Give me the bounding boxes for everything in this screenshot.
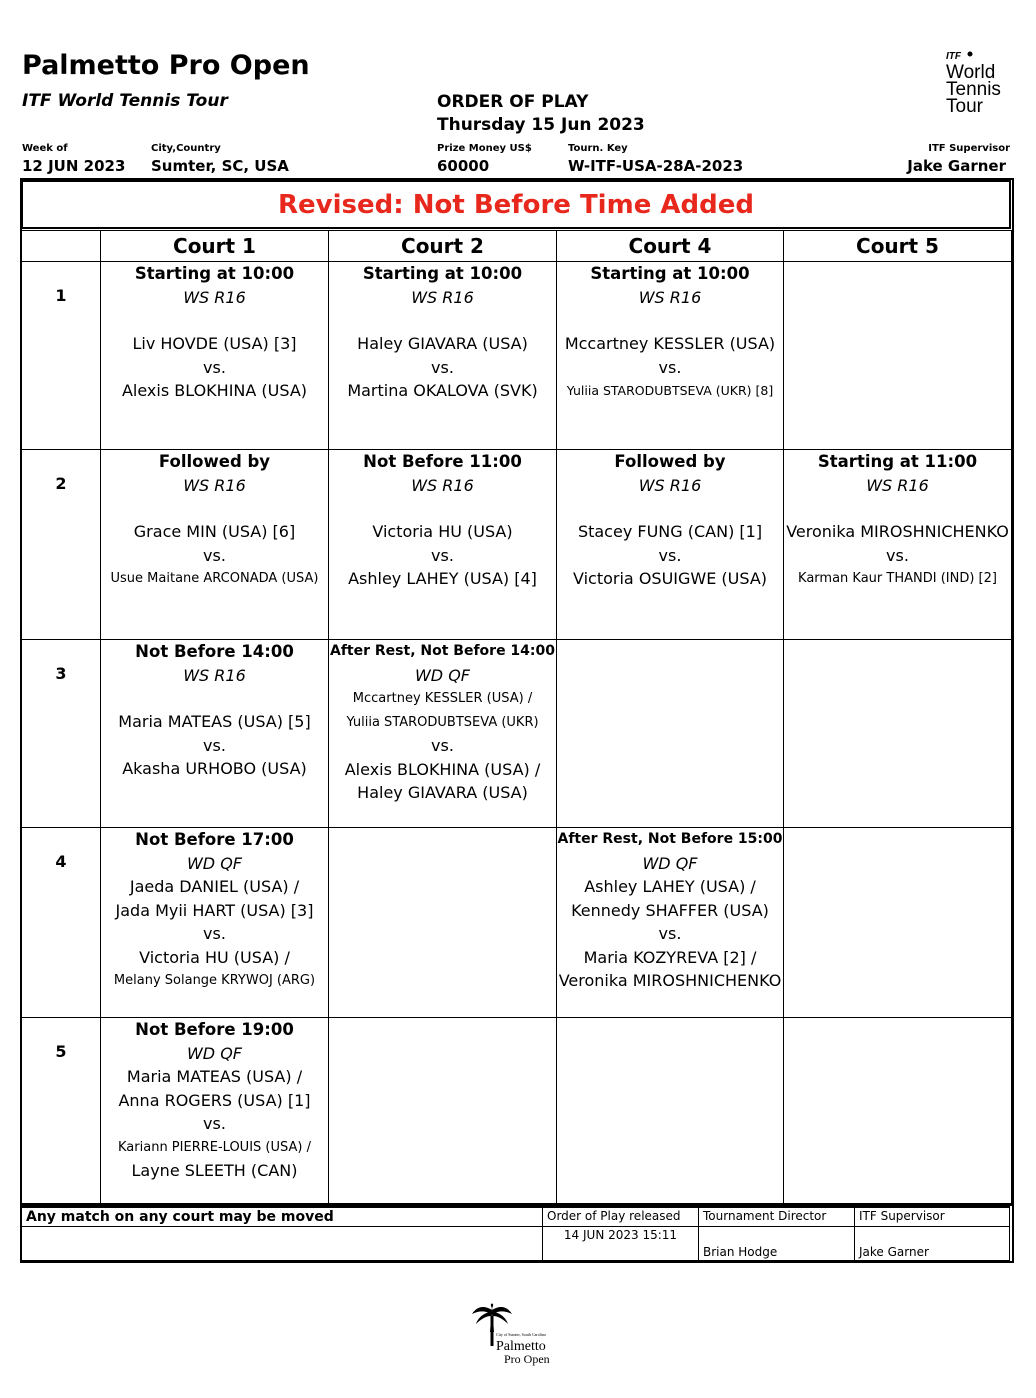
director-label: Tournament Director (699, 1207, 855, 1227)
tourn-key-value: W-ITF-USA-28A-2023 (568, 157, 744, 175)
player-line: Veronika MIROSHNICHENKO (786, 522, 1009, 541)
player-line: Victoria OSUIGWE (USA) (573, 569, 767, 588)
versus-label: vs. (431, 736, 454, 755)
player-line: Jada Myii HART (USA) [3] (115, 900, 314, 920)
match-row (22, 1018, 1012, 1205)
court-header-row (22, 231, 1012, 262)
corner-cell (22, 231, 101, 262)
revised-banner: Revised: Not Before Time Added (21, 180, 1011, 229)
week-label: Week of (22, 143, 68, 154)
match-cell (101, 640, 329, 828)
start-time: After Rest, Not Before 14:00 (330, 643, 555, 659)
player-line: Usue Maitane ARCONADA (USA) (110, 571, 319, 586)
match-cell (557, 262, 784, 450)
prize-label: Prize Money US$ (437, 143, 532, 154)
player-line: Alexis BLOKHINA (USA) / (344, 759, 541, 779)
footer-table (21, 1205, 1010, 1261)
event-round: WD QF (414, 665, 471, 685)
player-line: Mccartney KESSLER (USA) / (352, 691, 533, 706)
versus-label: vs. (658, 357, 682, 377)
order-of-play-label: ORDER OF PLAY (437, 92, 589, 112)
released-value: 14 JUN 2023 15:11 (543, 1227, 699, 1261)
player-line: Liv HOVDE (USA) [3] (132, 334, 297, 353)
city-label: City,Country (151, 143, 221, 154)
footer-supervisor-value: Jake Garner (855, 1227, 1010, 1261)
row-number: 1 (22, 262, 101, 450)
event-round: WD QF (186, 1043, 243, 1063)
event-round: WS R16 (183, 665, 246, 685)
spacer (329, 497, 556, 520)
player-line: Yuliia STARODUBTSEVA (UKR) [8] (566, 383, 774, 398)
start-time: Starting at 10:00 (590, 264, 750, 283)
match-row (22, 828, 1012, 1018)
start-time: Starting at 11:00 (817, 452, 978, 471)
event-round: WS R16 (411, 475, 474, 495)
empty-cell (784, 1018, 1012, 1205)
event-round: WS R16 (638, 287, 702, 307)
court-header: Court 1 (101, 231, 329, 262)
start-time: Starting at 10:00 (134, 264, 295, 283)
event-round: WD QF (642, 853, 698, 873)
start-time: Not Before 14:00 (135, 642, 294, 661)
match-cell (784, 450, 1012, 640)
spacer (784, 497, 1011, 520)
tour-name: ITF World Tennis Tour (22, 91, 228, 111)
logo-pro-open: Pro Open (504, 1352, 550, 1366)
logo-line-4: Tour (946, 96, 983, 117)
empty-cell (557, 640, 784, 828)
player-line: Haley GIAVARA (USA) (357, 783, 528, 802)
event-round: WS R16 (183, 475, 246, 495)
supervisor-label: ITF Supervisor (928, 143, 1010, 154)
empty-cell (784, 640, 1012, 828)
spacer (101, 309, 328, 332)
match-cell (101, 1018, 329, 1205)
versus-label: vs. (431, 357, 454, 377)
versus-label: vs. (886, 545, 909, 565)
versus-label: vs. (203, 1114, 226, 1133)
player-line: Yuliia STARODUBTSEVA (UKR) (346, 714, 539, 730)
prize-value: 60000 (437, 157, 490, 175)
player-line: Ashley LAHEY (USA) [4] (348, 569, 537, 588)
start-time: Not Before 11:00 (363, 452, 522, 471)
court-header: Court 4 (557, 231, 784, 262)
match-cell (329, 450, 557, 640)
player-line: Ashley LAHEY (USA) / (584, 877, 756, 896)
event-round: WD QF (186, 853, 243, 873)
player-line: Maria KOZYREVA [2] / (583, 947, 757, 967)
player-line: Anna ROGERS (USA) [1] (118, 1090, 311, 1110)
schedule-grid (21, 230, 1012, 1206)
logo-palmetto: Palmetto (496, 1339, 546, 1354)
supervisor-value: Jake Garner (907, 157, 1006, 175)
player-line: Grace MIN (USA) [6] (133, 522, 296, 541)
empty-cell (784, 262, 1012, 450)
start-time: Followed by (158, 452, 271, 471)
player-line: Stacey FUNG (CAN) [1] (577, 522, 763, 541)
city-value: Sumter, SC, USA (151, 157, 289, 175)
event-round: WS R16 (183, 287, 246, 307)
itf-world-tennis-tour-logo (938, 48, 1018, 118)
player-line: Martina OKALOVA (SVK) (347, 381, 538, 400)
player-line: Karman Kaur THANDI (IND) [2] (798, 571, 997, 586)
versus-label: vs. (203, 735, 226, 755)
player-line: Victoria HU (USA) / (139, 947, 290, 967)
empty-cell (557, 1018, 784, 1205)
player-line: Jaeda DANIEL (USA) / (129, 877, 300, 896)
week-value: 12 JUN 2023 (22, 157, 126, 175)
event-round: WS R16 (638, 475, 702, 495)
match-cell (101, 450, 329, 640)
player-line: Layne SLEETH (CAN) (131, 1161, 298, 1180)
player-line: Kariann PIERRE-LOUIS (USA) / (118, 1139, 311, 1155)
spacer (557, 497, 783, 520)
logo-line-2: World (946, 62, 996, 83)
court-header: Court 2 (329, 231, 557, 262)
match-cell (329, 262, 557, 450)
player-line: Veronika MIROSHNICHENKO (558, 971, 782, 990)
player-line: Maria MATEAS (USA) [5] (118, 712, 311, 731)
player-line: Akasha URHOBO (USA) (122, 759, 307, 778)
empty-cell (329, 1018, 557, 1205)
tournament-title: Palmetto Pro Open (22, 50, 310, 81)
palmetto-pro-open-logo (470, 1302, 562, 1368)
start-time: Followed by (614, 452, 726, 471)
match-cell (101, 262, 329, 450)
event-round: WS R16 (866, 475, 929, 495)
start-time: After Rest, Not Before 15:00 (557, 831, 783, 847)
match-row (22, 640, 1012, 828)
versus-label: vs. (203, 357, 226, 377)
order-of-play-heading (437, 91, 645, 137)
row-number: 2 (22, 450, 101, 640)
player-line: Maria MATEAS (USA) / (126, 1067, 303, 1086)
start-time: Not Before 19:00 (135, 1020, 294, 1039)
player-line: Haley GIAVARA (USA) (357, 334, 528, 353)
empty-cell (329, 828, 557, 1018)
move-note: Any match on any court may be moved (22, 1207, 543, 1227)
footer-blank (22, 1227, 543, 1261)
versus-label: vs. (658, 924, 682, 943)
row-number: 5 (22, 1018, 101, 1205)
versus-label: vs. (431, 545, 454, 565)
row-number: 3 (22, 640, 101, 828)
empty-cell (784, 828, 1012, 1018)
director-value: Brian Hodge (699, 1227, 855, 1261)
released-label: Order of Play released (543, 1207, 699, 1227)
logo-line-1: ITF (946, 51, 961, 62)
player-line: Alexis BLOKHINA (USA) (121, 381, 308, 400)
match-cell (329, 640, 557, 828)
versus-label: vs. (203, 924, 226, 943)
player-line: Mccartney KESSLER (USA) (564, 334, 776, 353)
match-cell (557, 828, 784, 1018)
spacer (101, 687, 328, 710)
player-line: Kennedy SHAFFER (USA) (571, 900, 769, 920)
match-cell (101, 828, 329, 1018)
versus-label: vs. (658, 545, 682, 565)
tourn-key-label: Tourn. Key (568, 143, 628, 154)
start-time: Starting at 10:00 (362, 264, 523, 283)
player-line: Victoria HU (USA) (372, 522, 513, 541)
footer-supervisor-label: ITF Supervisor (855, 1207, 1010, 1227)
versus-label: vs. (203, 545, 226, 565)
spacer (557, 309, 783, 332)
event-round: WS R16 (411, 287, 474, 307)
player-line: Melany Solange KRYWOJ (ARG) (113, 973, 316, 988)
spacer (101, 497, 328, 520)
logo-small-text: City of Sumter, South Carolina (496, 1332, 546, 1337)
match-row (22, 262, 1012, 450)
match-cell (557, 450, 784, 640)
row-number: 4 (22, 828, 101, 1018)
match-row (22, 450, 1012, 640)
court-header: Court 5 (784, 231, 1012, 262)
play-date: Thursday 15 Jun 2023 (437, 115, 645, 135)
start-time: Not Before 17:00 (135, 830, 294, 849)
logo-line-3: Tennis (946, 79, 1001, 100)
spacer (329, 309, 556, 332)
